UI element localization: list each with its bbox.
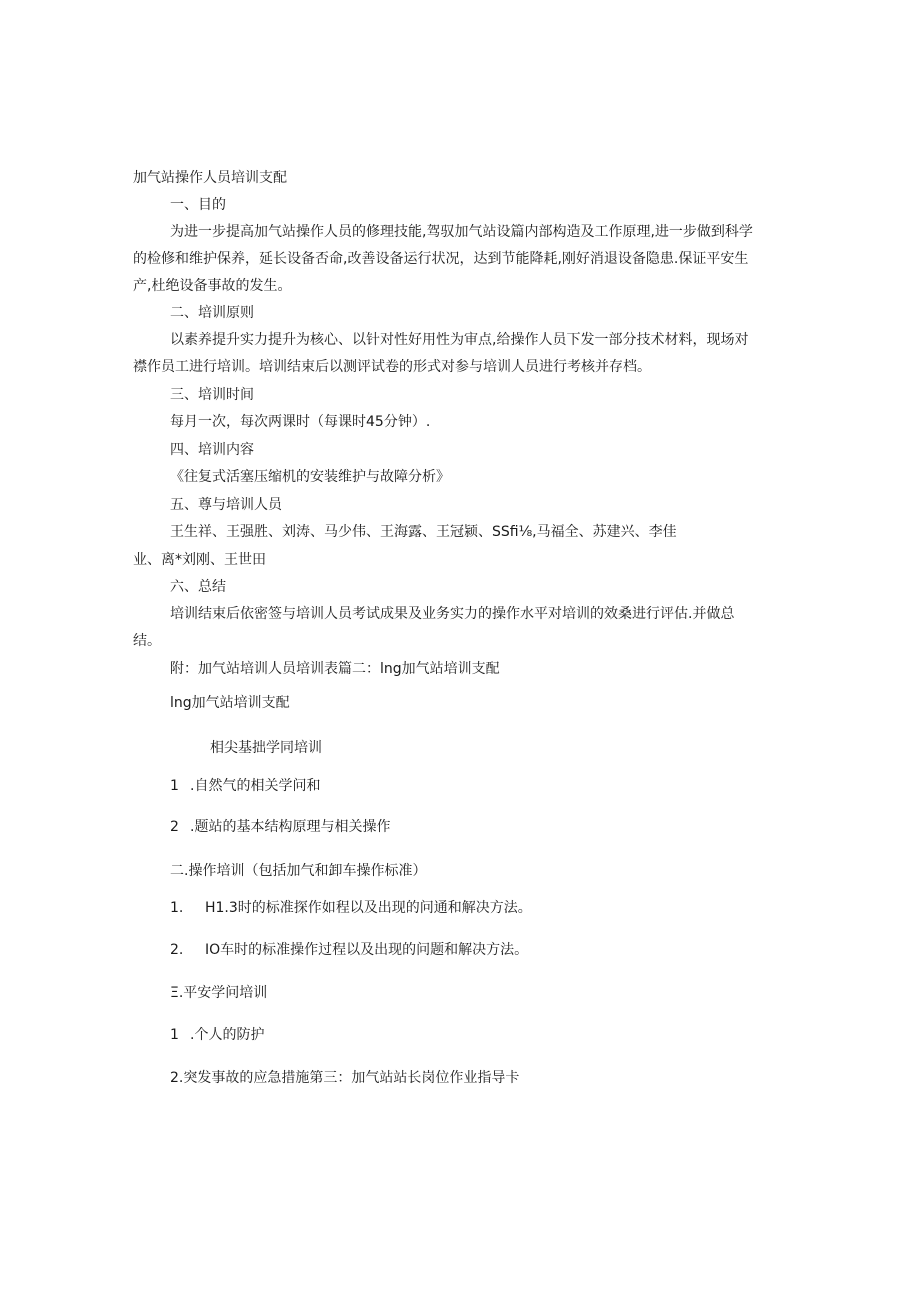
section-2-heading: 二、培训原则 [170, 305, 254, 321]
section-3-heading: 三、培训时间 [170, 387, 254, 403]
list-item [170, 1025, 264, 1045]
section-6-heading: 六、总结 [170, 579, 226, 595]
list-item-text: .题站的基本结构原理与相关操作 [190, 819, 391, 835]
list-item-text: .个人的防护 [190, 1027, 265, 1043]
list-item-number: 1 [170, 778, 179, 794]
appendix-line: 附：加气站培训人员培训表篇二：lng加气站培训支配 [170, 661, 500, 677]
section-1-heading: 一、目的 [170, 197, 226, 213]
document-title: 加气站操作人员培训支配 [133, 170, 287, 186]
section-6-text-line: 结。 [133, 633, 161, 649]
part-3-heading: Ξ.平安学问培训 [170, 985, 268, 1001]
list-item [170, 776, 320, 796]
section-5-text-line: 王生祥、王强胜、刘涛、马少伟、王海露、王冠颍、SSfi⅛,马福全、苏建兴、李佳 [170, 524, 677, 540]
section-3-text-line: 每月一次，每次两课时（每课时45分钟）. [170, 414, 431, 430]
list-item: 2.突发事故的应急措施第三：加气站站长岗位作业指导卡 [170, 1070, 520, 1086]
list-item-text: .自然气的相关学问和 [190, 778, 321, 794]
section-6-text-line: 培训结束后依密签与培训人员考试成果及业务实力的操作水平对培训的效桑进行评估.并做总 [170, 606, 735, 622]
section-1-text-line: 为进一步提高加气站操作人员的修理技能,驾驭加气站设篇内部构造及工作原理,进一步做到科学 [170, 224, 753, 240]
section-4-heading: 四、培训内容 [170, 442, 254, 458]
list-item-text: IO车时的标准操作过程以及出现的问题和解决方法。 [205, 942, 529, 958]
list-item-number: 2. [170, 942, 184, 958]
section-1-text-line: 产,杜绝设备事故的发生。 [133, 278, 292, 294]
list-item [170, 940, 528, 960]
section-1-text-line: 的检修和维护保养，延长设备否命,改善设备运行状况，达到节能降耗,刚好消退设备隐患.保证平安生 [133, 251, 749, 267]
section-2-text-line: 襟作员工进行培训。培训结束后以测评试卷的形式对参与培训人员进行考核并存档。 [133, 359, 651, 375]
part-2-heading: 二.操作培训（包括加气和卸车操作标准） [170, 863, 427, 879]
section-4-text-line: 《往复式活塞压缩机的安装维护与故障分析》 [170, 469, 450, 485]
section-2-text-line: 以素养提升实力提升为核心、以针对性好用性为审点,给操作人员下发一部分技术材料，现场对 [170, 332, 749, 348]
lng-plan-title: lng加气站培训支配 [170, 695, 290, 711]
part-1-heading: 相尖基拙学同培训 [210, 740, 322, 756]
list-item-text: H1.3时的标准探作如程以及出现的问通和解决方法。 [205, 900, 532, 916]
list-item [170, 817, 390, 837]
section-5-heading: 五、尊与培训人员 [170, 497, 282, 513]
list-item-number: 1 [170, 1027, 179, 1043]
list-item [170, 898, 532, 918]
list-item-number: 1. [170, 900, 184, 916]
list-item-number: 2 [170, 819, 179, 835]
section-5-text-line: 业、离*刘刚、王世田 [133, 552, 266, 568]
